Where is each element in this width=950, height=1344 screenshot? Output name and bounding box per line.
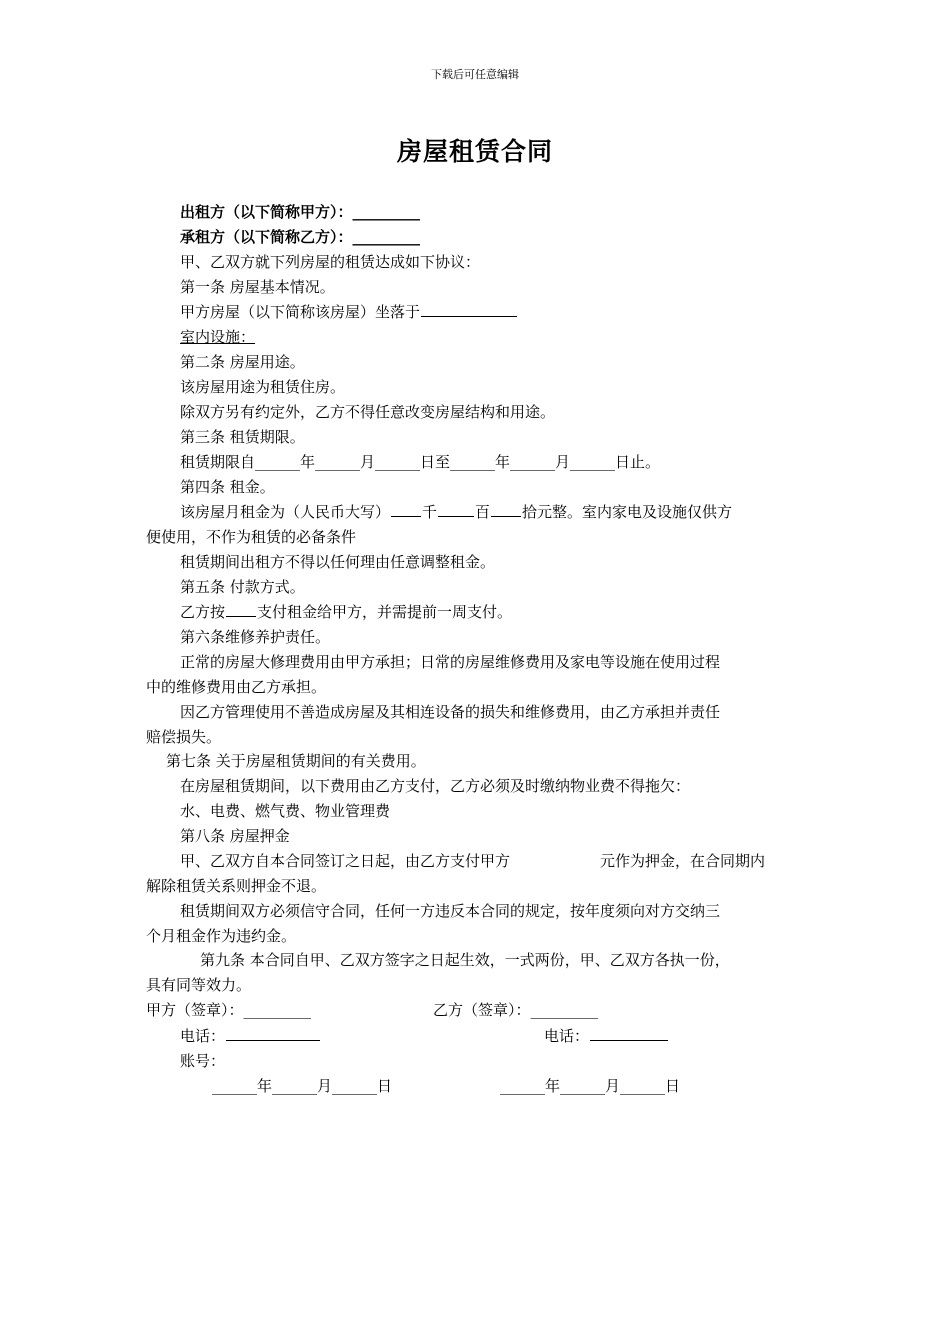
payment-blank[interactable] (226, 602, 256, 617)
article-9-text-b: 具有同等效力。 (146, 976, 252, 994)
phone-a (180, 1024, 321, 1049)
document-title: 房屋租赁合同 (396, 137, 553, 166)
rent-label: 该房屋月租金为（人民币大写） (180, 503, 391, 521)
phone-b-label: 电话： (544, 1027, 590, 1045)
payment-label: 乙方按 (180, 603, 226, 621)
rent-rest: 拾元整。室内家电及设施仅供方 (522, 503, 733, 521)
sign-party-b: 乙方（签章）：_________ (433, 1001, 599, 1019)
article-1-location (180, 300, 840, 325)
article-8-text-1c: 解除租赁关系则押金不退。 (146, 877, 327, 895)
article-4-rent (180, 500, 840, 525)
article-6-text-2a: 因乙方管理使用不善造成房屋及其相连设备的损失和维修费用，由乙方承担并责任 (180, 703, 721, 721)
location-blank[interactable] (421, 302, 517, 317)
phone-a-label: 电话： (180, 1027, 226, 1045)
phone-b (544, 1024, 669, 1049)
article-6-title: 第六条维修养护责任。 (180, 628, 331, 646)
page-header: 下载后可任意编辑 (431, 68, 519, 81)
article-9-text-a: 第九条 本合同自甲、乙双方签字之日起生效，一式两份，甲、乙双方各执一份， (200, 951, 730, 969)
article-5-text (180, 600, 840, 625)
article-5-title: 第五条 付款方式。 (180, 578, 305, 596)
date-party-a: ______年______月______日 (212, 1077, 393, 1095)
article-6-text-2b: 赔偿损失。 (146, 728, 222, 746)
article-4-title: 第四条 租金。 (180, 478, 275, 496)
lessee-label: 承租方（以下简称乙方）：_________ (180, 228, 421, 246)
date-party-b: ______年______月______日 (500, 1077, 681, 1095)
article-7-text-2: 水、电费、燃气费、物业管理费 (180, 802, 391, 820)
phone-b-blank[interactable] (590, 1026, 668, 1041)
rent-qian: 千 (422, 503, 438, 521)
article-4-text-d: 租赁期间出租方不得以任何理由任意调整租金。 (180, 553, 496, 571)
article-7-text-1: 在房屋租赁期间，以下费用由乙方支付，乙方必须及时缴纳物业费不得拖欠： (180, 777, 691, 795)
intro-text: 甲、乙双方就下列房屋的租赁达成如下协议： (180, 253, 481, 271)
article-1-facilities: 室内设施： (180, 328, 256, 346)
article-8-title: 第八条 房屋押金 (180, 827, 290, 845)
rent-blank-3[interactable] (491, 502, 521, 517)
article-8-text-2b: 个月租金作为违约金。 (146, 927, 297, 945)
account-label: 账号： (180, 1052, 226, 1070)
article-8-text-1a: 甲、乙双方自本合同签订之日起，由乙方支付甲方 (180, 852, 511, 870)
article-6-text-1b: 中的维修费用由乙方承担。 (146, 678, 327, 696)
article-1-title: 第一条 房屋基本情况。 (180, 278, 335, 296)
article-2-title: 第二条 房屋用途。 (180, 353, 305, 371)
article-7-title: 第七条 关于房屋租赁期间的有关费用。 (166, 752, 426, 770)
article-2-text-2: 除双方另有约定外，乙方不得任意改变房屋结构和用途。 (180, 403, 556, 421)
rent-blank-1[interactable] (391, 502, 421, 517)
article-6-text-1a: 正常的房屋大修理费用由甲方承担；日常的房屋维修费用及家电等设施在使用过程 (180, 653, 721, 671)
rent-bai: 百 (475, 503, 491, 521)
phone-a-blank[interactable] (226, 1026, 320, 1041)
lessor-label: 出租方（以下简称甲方）：_________ (180, 203, 421, 221)
article-8-text-1b: 元作为押金，在合同期内 (600, 852, 766, 870)
sign-party-a: 甲方（签章）：_________ (146, 1001, 312, 1019)
article-3-title: 第三条 租赁期限。 (180, 428, 305, 446)
payment-rest: 支付租金给甲方，并需提前一周支付。 (257, 603, 513, 621)
rent-blank-2[interactable] (438, 502, 474, 517)
article-8-text-2a: 租赁期间双方必须信守合同，任何一方违反本合同的规定，按年度须向对方交纳三 (180, 902, 721, 920)
article-3-text: 租赁期限自______年______月______日至______年______月______日止。 (180, 453, 661, 471)
location-label: 甲方房屋（以下简称该房屋）坐落于 (180, 303, 421, 321)
article-4-text-c: 便使用，不作为租赁的必备条件 (146, 528, 357, 546)
article-2-text-1: 该房屋用途为租赁住房。 (180, 378, 346, 396)
